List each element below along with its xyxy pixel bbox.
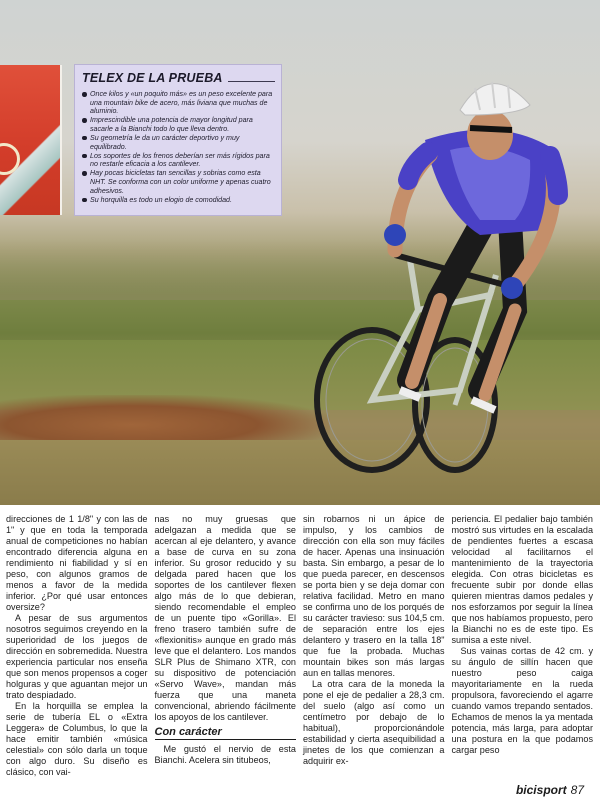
telex-item: Su geometría le da un carácter deportivo y muy equilibrado.	[82, 134, 275, 151]
telex-item: Once kilos y «un poquito más» es un peso excelente para una mountain bike de acero, más liviana que muchas de aluminio.	[82, 90, 275, 116]
page-number: 87	[570, 783, 584, 797]
paragraph: direcciones de 1 1/8" y con las de 1" y que en toda la temporada anual de competiciones no habían encontrado diferencia alguna en rendimiento ni fiabilidad y sí en peso, con algunos gramos de menos a favor de la medida inferior. ¿Por qué usar entonces oversize?	[6, 514, 148, 612]
article-column-4	[452, 514, 594, 772]
paragraph: A pesar de sus argumentos nosotros seguimos creyendo en la superioridad de los juegos de dirección en sobremedida. Nuestra experiencia particular nos enseña que son menos propensos a coger holguras y que aguantan mejor un trato despiadado.	[6, 613, 148, 700]
telex-item: Hay pocas bicicletas tan sencillas y sobrias como esta NHT. Se conforma con un color uniforme y apenas cuatro adhesivos.	[82, 169, 275, 195]
telex-item: Los soportes de los frenos deberían ser más rígidos para no restarle eficacia a los cantilever.	[82, 152, 275, 169]
telex-list	[82, 90, 275, 204]
article-body	[6, 514, 596, 777]
paragraph: Sus vainas cortas de 42 cm. y su ángulo de sillín hacen que nuestro peso caiga mayoritariamente en la rueda propulsora, favoreciendo el agarre cuando vamos trepando sentados. Echamos de menos la ya mentada potencia, más larga, para adoptar una postura en la que podamos cargar peso	[451, 646, 593, 755]
paragraph: Me gustó el nervio de esta Bianchi. Acelera sin titubeos,	[154, 744, 296, 765]
paragraph: periencia. El pedalier bajo también mostró sus virtudes en la escalada de pendientes fuertes a escasa velocidad al facilitarnos el mantenimiento de la trayectoria elegida. Con otras bicicletas es frecuente subir por donde ellas quieren mientras damos pedales y nos esforzamos por seguir la línea que nos habíamos propuesto, pero la Bianchi no es de este tipo. Es sumisa a este nivel.	[451, 514, 593, 645]
page-footer	[516, 783, 584, 797]
telex-item: Imprescindible una potencia de mayor longitud para sacarle a la Bianchi todo lo que lleva dentro.	[82, 116, 275, 133]
article-column-3	[303, 514, 445, 772]
telex-box	[74, 64, 282, 216]
inset-photo	[0, 65, 62, 215]
telex-title: TELEX DE LA PRUEBA	[82, 71, 275, 85]
article-column-2	[155, 514, 297, 772]
paragraph: En la horquilla se emplea la serie de tubería EL o «Extra Leggera» de Columbus, lo que la hace emitir también «música celestial» con sólo darla un toque con algo duro. Su diseño es clásico, con vai-	[6, 701, 148, 777]
section-heading: Con carácter	[155, 727, 297, 740]
mountain-biker-figure	[300, 60, 600, 480]
paragraph: nas no muy gruesas que adelgazan a medida que se acercan al eje delantero, y avance a base de curva en su zona inferior. Su grosor reducido y su delgada pared hacen que los soportes de los cantilever flexen algo más de lo que debieran, siendo recomendable el empleo de un puente tipo «Gorilla». El freno trasero también sufre de «flexionitis» aunque en grado más leve que el delantero. Los mandos SLR Plus de Shimano XTR, con su dispositivo de potenciación «Servo Wave», mandan más fuerza que una maneta convencional, abriendo fácilmente los apoyos de los cantilever.	[154, 514, 296, 722]
article-column-1	[6, 514, 148, 777]
paragraph: La otra cara de la moneda la pone el eje de pedalier a 28,3 cm. del suelo (algo así como un centímetro por debajo de lo habitual), proporcionándole estabilidad y cierta asequibilidad a jinetes de los que comienzan a adquirir ex-	[303, 679, 445, 766]
telex-item: Su horquilla es todo un elogio de comodidad.	[82, 196, 275, 205]
magazine-brand: bicisport	[515, 783, 567, 797]
paragraph: sin robarnos ni un ápice de impulso, y los cambios de dirección con ella son muy fáciles de hacer. Apenas una insinuación basta. Sin embargo, a pesar de lo que pueda parecer, en descensos se porta bien y se deja domar con relativa facilidad. Metro en mano se confirma uno de los porqués de su carácter travieso: sus 104,5 cm. de separación entre los ejes delantero y trasero en la talla 18" que fue la probada. Muchas mountain bikes son más largas aun en tallas menores.	[303, 514, 445, 678]
